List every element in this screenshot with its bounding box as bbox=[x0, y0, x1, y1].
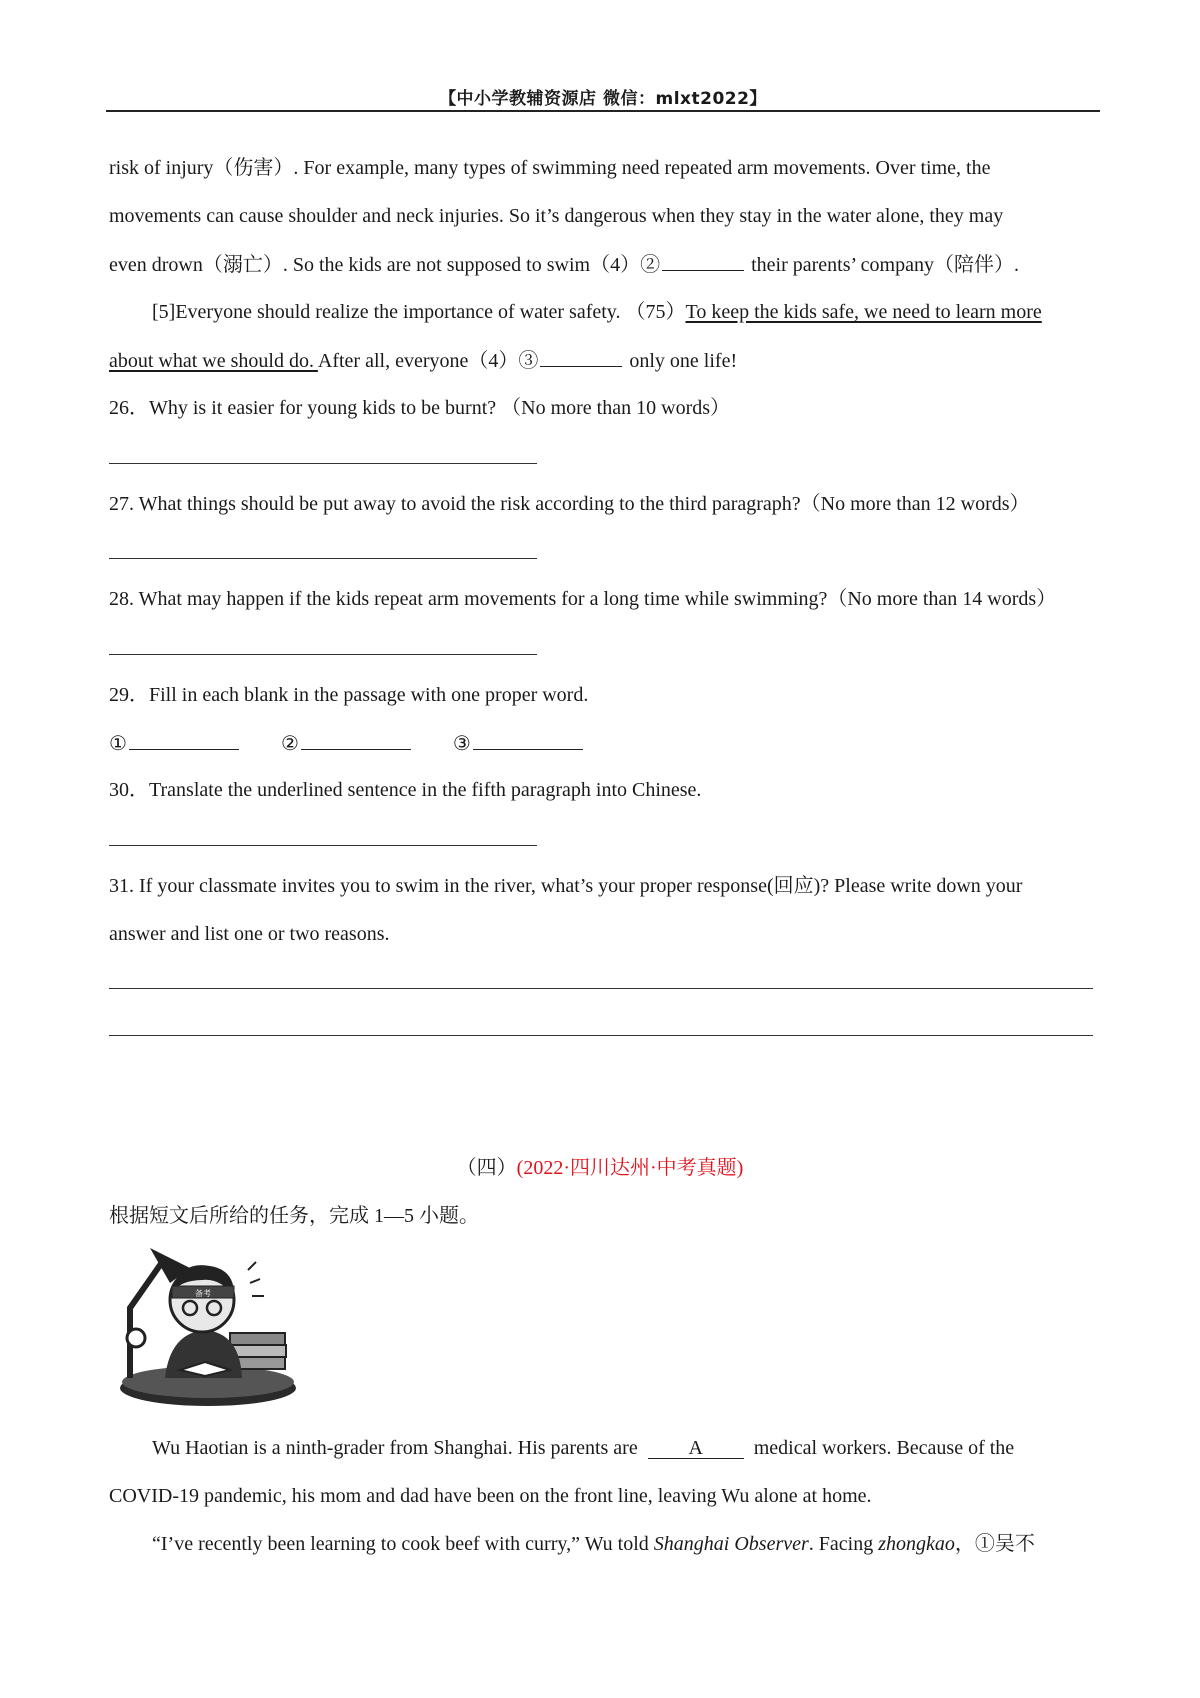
page-header: 【中小学教辅资源店 微信：mlxt2022】 bbox=[439, 89, 767, 109]
exam-name: zhongkao bbox=[878, 1533, 955, 1555]
answer-line-27[interactable] bbox=[109, 558, 537, 559]
blank-a[interactable]: A bbox=[648, 1438, 744, 1459]
underlined-sentence: To keep the kids safe, we need to learn more bbox=[685, 301, 1042, 323]
passage-line bbox=[152, 300, 1042, 324]
fill-blank-1[interactable] bbox=[129, 731, 239, 750]
question-29: 29．Fill in each blank in the passage with one proper word. bbox=[109, 684, 589, 706]
passage-text: medical workers. Because of the bbox=[753, 1437, 1015, 1459]
answer-line-31a[interactable] bbox=[109, 988, 1093, 989]
answer-line-28[interactable] bbox=[109, 654, 537, 655]
answer-line-31b[interactable] bbox=[109, 1035, 1093, 1036]
header-rule bbox=[106, 110, 1100, 112]
question-31-cont: answer and list one or two reasons. bbox=[109, 923, 390, 945]
section-instruction: 根据短文后所给的任务，完成 1—5 小题。 bbox=[109, 1205, 479, 1227]
blank-2[interactable] bbox=[662, 252, 744, 271]
fill-blanks-row bbox=[109, 731, 585, 756]
studying-student-illustration bbox=[110, 1238, 300, 1408]
passage-text: “I’ve recently been learning to cook beef with curry,” Wu told bbox=[152, 1533, 654, 1555]
question-31: 31. If your classmate invites you to swim in the river, what’s your proper response(回应)? Please write down your bbox=[109, 875, 1023, 897]
blank-label-2: ② bbox=[280, 733, 299, 755]
section-number: （四） bbox=[456, 1157, 517, 1179]
answer-line-26[interactable] bbox=[109, 463, 537, 464]
passage-text: Wu Haotian is a ninth-grader from Shanghai. His parents are bbox=[152, 1437, 638, 1459]
passage-line: movements can cause shoulder and neck injuries. So it’s dangerous when they stay in the water alone, they may bbox=[109, 205, 1004, 227]
blank-label-1: ① bbox=[109, 733, 127, 755]
question-27: 27. What things should be put away to avoid the risk according to the third paragraph?（No more than 12 words） bbox=[109, 493, 1030, 515]
passage-line bbox=[109, 252, 1019, 277]
passage-text: After all, everyone（4）③ bbox=[317, 350, 539, 372]
passage2-line bbox=[152, 1532, 1035, 1556]
fill-blank-2[interactable] bbox=[301, 731, 411, 750]
passage-text: only one life! bbox=[624, 350, 738, 372]
passage-line bbox=[109, 348, 737, 373]
question-28: 28. What may happen if the kids repeat arm movements for a long time while swimming?（No more than 14 words） bbox=[109, 588, 1057, 610]
passage-text: ，①吴不 bbox=[954, 1533, 1035, 1555]
passage-text: . Facing bbox=[808, 1533, 879, 1555]
headband-text: 备考 bbox=[195, 1289, 211, 1298]
underlined-sentence: about what we should do. bbox=[109, 350, 318, 372]
blank-label-3: ③ bbox=[452, 733, 471, 755]
section-title bbox=[0, 1156, 1200, 1180]
section-source: (2022·四川达州·中考真题) bbox=[516, 1157, 744, 1179]
blank-3[interactable] bbox=[540, 348, 622, 367]
question-30: 30．Translate the underlined sentence in the fifth paragraph into Chinese. bbox=[109, 779, 702, 801]
answer-line-30[interactable] bbox=[109, 845, 537, 846]
passage-text: even drown（溺亡）. So the kids are not supposed to swim（4）② bbox=[109, 254, 661, 276]
fill-blank-3[interactable] bbox=[473, 731, 583, 750]
question-26: 26．Why is it easier for young kids to be burnt? （No more than 10 words） bbox=[109, 397, 731, 419]
passage-text: their parents’ company（陪伴）. bbox=[746, 254, 1019, 276]
passage2-line bbox=[152, 1436, 1014, 1460]
passage-text: [5]Everyone should realize the importance of water safety. （75） bbox=[152, 301, 686, 323]
passage-line: risk of injury（伤害）. For example, many types of swimming need repeated arm movements. Over time, the bbox=[109, 157, 991, 179]
newspaper-name: Shanghai Observer bbox=[653, 1533, 809, 1555]
passage2-line: COVID-19 pandemic, his mom and dad have been on the front line, leaving Wu alone at home. bbox=[109, 1485, 872, 1507]
